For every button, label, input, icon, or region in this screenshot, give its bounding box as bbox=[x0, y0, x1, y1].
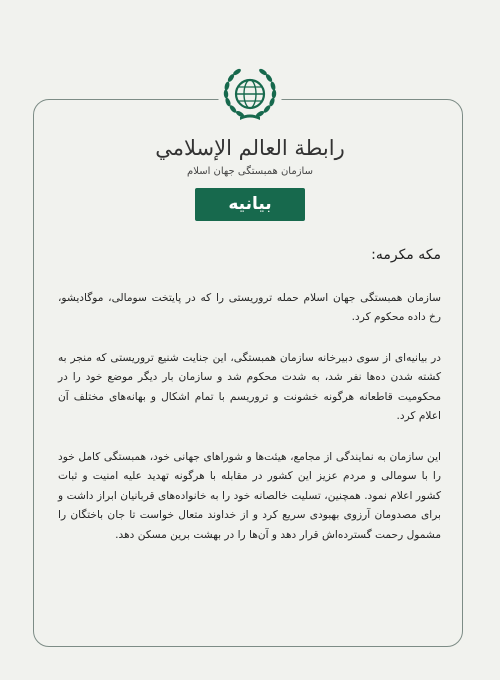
organization-arabic-name: رابطة العالم الإسلامي bbox=[155, 136, 345, 160]
paragraph-1: سازمان همبستگی جهان اسلام حمله تروریستی را که در پایتخت سومالی، موگادیشو، رخ داده محکوم کرد. bbox=[58, 291, 441, 323]
organization-persian-name: سازمان همبستگی جهان اسلام bbox=[187, 166, 313, 177]
globe-laurel-emblem-icon bbox=[218, 62, 282, 126]
statement-body bbox=[58, 246, 441, 566]
statement-banner: بیانیه bbox=[195, 188, 305, 221]
paragraph-3: این سازمان به نمایندگی از مجامع، هیئت‌ها و شوراهای جهانی خود، همبستگی کامل خود را با سومالی و مردم عزیز این کشور در مقابله با هرگونه تهدید علیه امنیت و ثبات کشور اعلام نمود. همچنین، تسلیت خالصانه خود را به خانواده‌های قربانیان ابراز داشت و برای مصدومان آرزوی بهبودی سریع کرد و از خداوند متعال خواست تا جان باختگان را مشمول رحمت گسترده‌اش قرار دهد و آن‌ها را در بهشت برین مسکن دهد. bbox=[58, 450, 441, 541]
paragraph-2: در بیانیه‌ای از سوی دبیرخانه سازمان همبستگی، این جنایت شنیع تروریستی که منجر به کشته شدن ده‌ها نفر شد، به شدت محکوم شد و سازمان بار دیگر موضع خود را در محکومیت قاطعانه هرگونه خشونت و تروریسم با تمام اشکال و بهانه‌های مختلف آن اعلام کرد. bbox=[58, 351, 441, 422]
salutation: مکه مکرمه: bbox=[371, 247, 441, 263]
